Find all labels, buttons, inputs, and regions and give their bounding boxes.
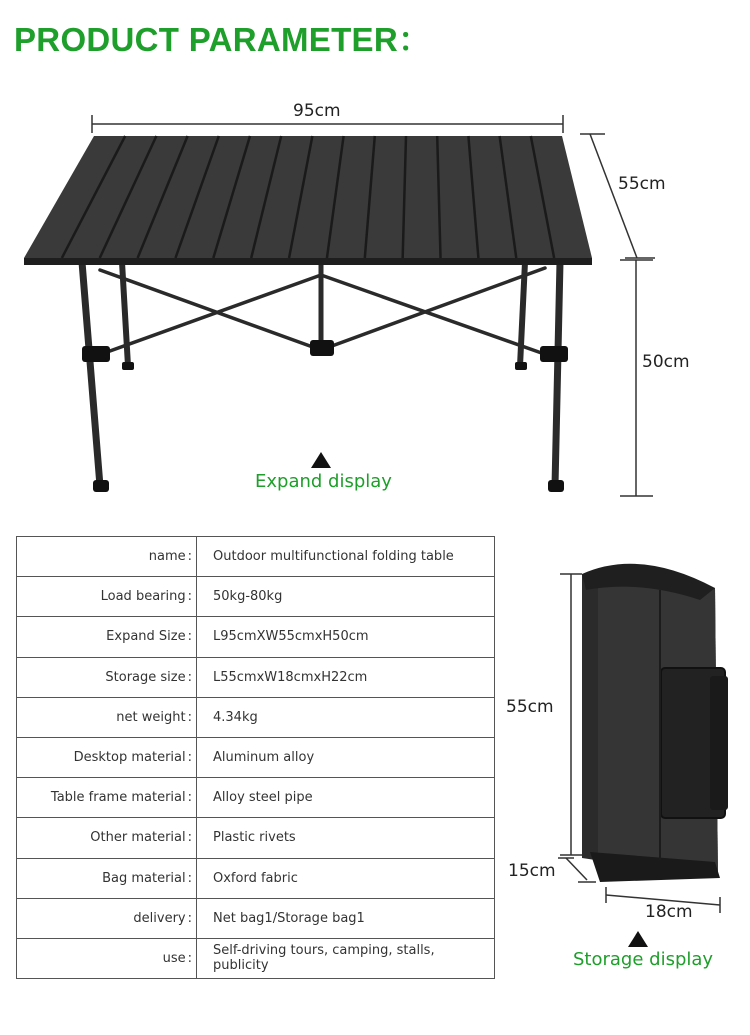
spec-key: Load bearing [100, 589, 186, 605]
spec-key-cell [17, 537, 197, 577]
spec-value: Self-driving tours, camping, stalls, publicity [197, 938, 495, 978]
spec-key-cell [17, 818, 197, 858]
spec-key-colon: : [187, 790, 192, 806]
spec-key: use [162, 950, 186, 966]
spec-row [17, 898, 495, 938]
spec-key-colon: : [187, 669, 192, 685]
spec-row [17, 657, 495, 697]
depth-dimension-label: 55cm [618, 174, 666, 194]
spec-key-cell [17, 737, 197, 777]
spec-value: Aluminum alloy [197, 737, 495, 777]
triangle-up-icon [311, 452, 331, 468]
spec-key-cell [17, 778, 197, 818]
expand-display-caption: Expand display [255, 471, 392, 492]
dimension-line-bag-depth [558, 858, 596, 882]
dimension-line-height [620, 260, 653, 496]
spec-key-colon: : [187, 629, 192, 645]
spec-key-cell [17, 898, 197, 938]
spec-row [17, 577, 495, 617]
spec-row [17, 617, 495, 657]
bag-depth-dimension-label: 15cm [508, 861, 556, 881]
spec-key-cell [17, 657, 197, 697]
page-title: PRODUCT PARAMETER： [14, 21, 432, 58]
spec-row [17, 537, 495, 577]
spec-value: 4.34kg [197, 697, 495, 737]
dimension-line-depth [580, 134, 655, 258]
bag-height-dimension-label: 55cm [506, 697, 554, 717]
spec-key: name [148, 549, 186, 565]
storage-bag [582, 564, 728, 882]
table-top-edge [24, 258, 592, 265]
spec-key-colon: : [187, 870, 192, 886]
triangle-up-icon [628, 931, 648, 947]
spec-key: delivery [133, 910, 186, 926]
spec-value: Net bag1/Storage bag1 [197, 898, 495, 938]
spec-row [17, 938, 495, 978]
spec-key-cell [17, 938, 197, 978]
spec-key-colon: : [187, 950, 192, 966]
spec-key-cell [17, 858, 197, 898]
spec-key: Desktop material [73, 750, 186, 766]
spec-key-colon: : [187, 910, 192, 926]
spec-table [16, 536, 495, 979]
spec-value: L95cmXW55cmxH50cm [197, 617, 495, 657]
spec-value: Oxford fabric [197, 858, 495, 898]
spec-key-colon: : [187, 709, 192, 725]
bag-width-dimension-label: 18cm [645, 902, 693, 922]
spec-key-cell [17, 577, 197, 617]
spec-key: Table frame material [50, 790, 186, 806]
spec-key: Storage size [105, 669, 186, 685]
spec-key-cell [17, 697, 197, 737]
width-dimension-label: 95cm [293, 101, 341, 121]
spec-value: Outdoor multifunctional folding table [197, 537, 495, 577]
height-dimension-label: 50cm [642, 352, 690, 372]
dimension-line-bag-height [560, 574, 582, 855]
spec-key-cell [17, 617, 197, 657]
spec-key: Expand Size [106, 629, 186, 645]
spec-key-colon: : [187, 549, 192, 565]
spec-row [17, 858, 495, 898]
spec-row [17, 697, 495, 737]
spec-value: 50kg-80kg [197, 577, 495, 617]
spec-key-colon: : [187, 589, 192, 605]
storage-display-caption: Storage display [573, 949, 714, 970]
spec-key: Bag material [102, 870, 186, 886]
spec-value: L55cmxW18cmxH22cm [197, 657, 495, 697]
spec-key: Other material [90, 830, 186, 846]
spec-key-colon: : [187, 830, 192, 846]
spec-row [17, 737, 495, 777]
spec-value: Alloy steel pipe [197, 778, 495, 818]
spec-row [17, 818, 495, 858]
table-joints [82, 340, 568, 492]
spec-key: net weight [116, 709, 186, 725]
spec-row [17, 778, 495, 818]
spec-key-colon: : [187, 750, 192, 766]
spec-value: Plastic rivets [197, 818, 495, 858]
